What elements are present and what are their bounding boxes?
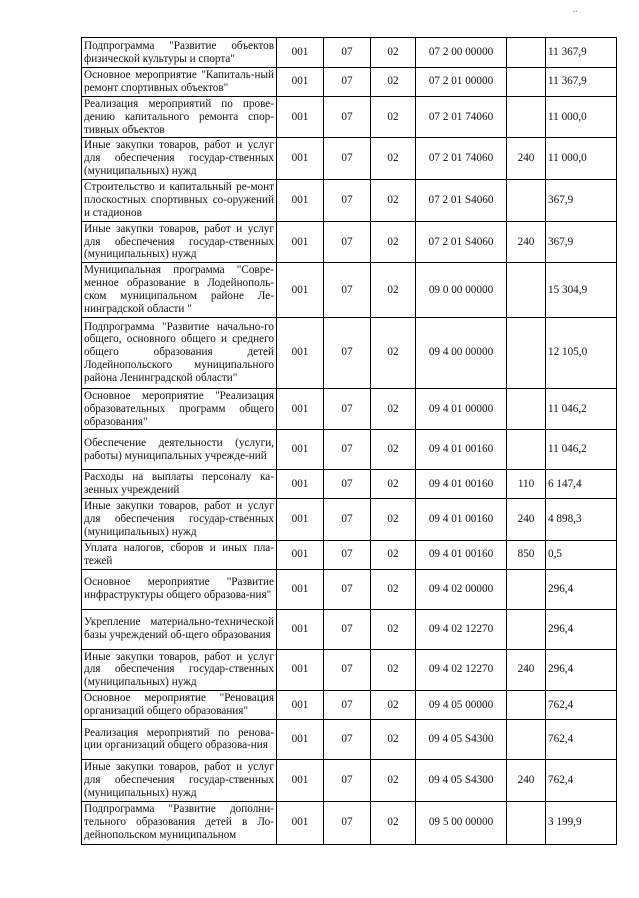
row-target-article-cell: 09 4 01 00160 (416, 430, 507, 470)
row-expense-type-cell: 110 (507, 470, 546, 499)
budget-table-body (82, 38, 617, 845)
row-subsection-cell: 02 (371, 649, 416, 691)
row-section-cell: 07 (324, 759, 371, 801)
row-name-cell: Расходы на выплаты персоналу ка-зенных учреждений (82, 470, 277, 499)
row-ved-cell: 001 (277, 138, 324, 180)
row-expense-type-cell: 240 (507, 499, 546, 541)
row-expense-type-cell (507, 317, 546, 388)
row-amount-cell: 11 367,9 (546, 68, 617, 97)
row-name-cell: Укрепление материально-технической базы учреждений об-щего образования (82, 609, 277, 649)
row-subsection-cell: 02 (371, 263, 416, 318)
row-name-cell: Строительство и капитальный ре-монт плоскостных спортивных со-оружений и стадионов (82, 180, 277, 222)
row-expense-type-cell (507, 430, 546, 470)
row-target-article-cell: 07 2 01 74060 (416, 96, 507, 138)
table-row (82, 569, 617, 609)
row-target-article-cell: 07 2 01 S4060 (416, 221, 507, 263)
table-row (82, 759, 617, 801)
row-ved-cell: 001 (277, 317, 324, 388)
table-row (82, 649, 617, 691)
row-expense-type-cell: 240 (507, 221, 546, 263)
row-amount-cell: 11 000,0 (546, 138, 617, 180)
row-target-article-cell: 09 4 01 00160 (416, 470, 507, 499)
row-section-cell: 07 (324, 569, 371, 609)
row-ved-cell: 001 (277, 540, 324, 569)
row-amount-cell: 0,5 (546, 540, 617, 569)
table-row (82, 180, 617, 222)
row-amount-cell: 11 367,9 (546, 38, 617, 68)
row-name-cell: Основное мероприятие "Капиталь-ный ремонт спортивных объектов" (82, 68, 277, 97)
row-subsection-cell: 02 (371, 180, 416, 222)
row-name-cell: Обеспечение деятельности (услуги, работы) муниципальных учрежде-ний (82, 430, 277, 470)
row-target-article-cell: 09 4 00 00000 (416, 317, 507, 388)
row-name-cell: Муниципальная программа "Совре-менное образование в Лодейнополь-ском муниципальном районе Ле-нинградской области " (82, 263, 277, 318)
table-row (82, 801, 617, 844)
row-expense-type-cell: 240 (507, 138, 546, 180)
row-name-cell: Иные закупки товаров, работ и услуг для обеспечения государ-ственных (муниципальных) нужд (82, 499, 277, 541)
row-expense-type-cell (507, 96, 546, 138)
row-section-cell: 07 (324, 430, 371, 470)
row-expense-type-cell (507, 38, 546, 68)
row-subsection-cell: 02 (371, 317, 416, 388)
row-amount-cell: 12 105,0 (546, 317, 617, 388)
row-name-cell: Подпрограмма "Развитие начально-го общего, основного общего и среднего общего образования детей Лодейнопольского муниципального района Ленинградской области" (82, 317, 277, 388)
table-row (82, 470, 617, 499)
row-amount-cell: 15 304,9 (546, 263, 617, 318)
row-ved-cell: 001 (277, 499, 324, 541)
row-amount-cell: 762,4 (546, 719, 617, 759)
row-amount-cell: 11 000,0 (546, 96, 617, 138)
row-ved-cell: 001 (277, 68, 324, 97)
row-ved-cell: 001 (277, 388, 324, 430)
row-ved-cell: 001 (277, 38, 324, 68)
table-row (82, 38, 617, 68)
row-ved-cell: 001 (277, 609, 324, 649)
row-subsection-cell: 02 (371, 719, 416, 759)
row-name-cell: Реализация мероприятий по прове-дению капитального ремонта спор-тивных объектов (82, 96, 277, 138)
row-section-cell: 07 (324, 499, 371, 541)
row-ved-cell: 001 (277, 759, 324, 801)
row-ved-cell: 001 (277, 180, 324, 222)
row-amount-cell: 296,4 (546, 609, 617, 649)
row-subsection-cell: 02 (371, 691, 416, 720)
row-expense-type-cell (507, 68, 546, 97)
row-ved-cell: 001 (277, 691, 324, 720)
row-section-cell: 07 (324, 263, 371, 318)
row-expense-type-cell (507, 180, 546, 222)
row-name-cell: Реализация мероприятий по ренова-ции организаций общего образова-ния (82, 719, 277, 759)
row-target-article-cell: 09 4 01 00160 (416, 499, 507, 541)
row-subsection-cell: 02 (371, 138, 416, 180)
row-ved-cell: 001 (277, 719, 324, 759)
row-expense-type-cell (507, 609, 546, 649)
row-ved-cell: 001 (277, 263, 324, 318)
row-subsection-cell: 02 (371, 759, 416, 801)
row-section-cell: 07 (324, 719, 371, 759)
row-subsection-cell: 02 (371, 430, 416, 470)
row-name-cell: Основное мероприятие "Развитие инфраструктуры общего образова-ния" (82, 569, 277, 609)
row-subsection-cell: 02 (371, 801, 416, 844)
row-target-article-cell: 09 4 02 12270 (416, 609, 507, 649)
row-expense-type-cell: 850 (507, 540, 546, 569)
row-amount-cell: 11 046,2 (546, 388, 617, 430)
row-target-article-cell: 09 4 01 00160 (416, 540, 507, 569)
row-target-article-cell: 09 5 00 00000 (416, 801, 507, 844)
row-subsection-cell: 02 (371, 609, 416, 649)
table-row (82, 221, 617, 263)
row-section-cell: 07 (324, 388, 371, 430)
row-subsection-cell: 02 (371, 470, 416, 499)
row-amount-cell: 367,9 (546, 180, 617, 222)
table-row (82, 138, 617, 180)
row-name-cell: Иные закупки товаров, работ и услуг для обеспечения государ-ственных (муниципальных) нужд (82, 649, 277, 691)
table-row (82, 430, 617, 470)
row-section-cell: 07 (324, 470, 371, 499)
row-section-cell: 07 (324, 801, 371, 844)
row-expense-type-cell (507, 388, 546, 430)
row-ved-cell: 001 (277, 649, 324, 691)
row-name-cell: Основное мероприятие "Реализация образовательных программ общего образования" (82, 388, 277, 430)
row-expense-type-cell (507, 569, 546, 609)
row-amount-cell: 762,4 (546, 691, 617, 720)
row-expense-type-cell (507, 801, 546, 844)
row-target-article-cell: 09 0 00 00000 (416, 263, 507, 318)
row-section-cell: 07 (324, 649, 371, 691)
row-target-article-cell: 09 4 02 00000 (416, 569, 507, 609)
row-subsection-cell: 02 (371, 68, 416, 97)
row-expense-type-cell: 240 (507, 759, 546, 801)
table-row (82, 263, 617, 318)
row-amount-cell: 3 199,9 (546, 801, 617, 844)
row-subsection-cell: 02 (371, 499, 416, 541)
row-subsection-cell: 02 (371, 221, 416, 263)
row-subsection-cell: 02 (371, 38, 416, 68)
row-section-cell: 07 (324, 68, 371, 97)
table-row (82, 68, 617, 97)
row-amount-cell: 296,4 (546, 649, 617, 691)
table-row (82, 540, 617, 569)
row-target-article-cell: 07 2 00 00000 (416, 38, 507, 68)
row-section-cell: 07 (324, 96, 371, 138)
row-section-cell: 07 (324, 180, 371, 222)
row-target-article-cell: 09 4 01 00000 (416, 388, 507, 430)
row-subsection-cell: 02 (371, 388, 416, 430)
row-subsection-cell: 02 (371, 569, 416, 609)
row-expense-type-cell (507, 263, 546, 318)
row-section-cell: 07 (324, 221, 371, 263)
row-name-cell: Основное мероприятие "Реновация организаций общего образования" (82, 691, 277, 720)
row-name-cell: Иные закупки товаров, работ и услуг для обеспечения государ-ственных (муниципальных) нужд (82, 221, 277, 263)
row-ved-cell: 001 (277, 221, 324, 263)
table-row (82, 719, 617, 759)
table-row (82, 96, 617, 138)
row-name-cell: Уплата налогов, сборов и иных пла-тежей (82, 540, 277, 569)
row-amount-cell: 762,4 (546, 759, 617, 801)
table-row (82, 609, 617, 649)
row-target-article-cell: 09 4 05 S4300 (416, 719, 507, 759)
row-section-cell: 07 (324, 691, 371, 720)
row-expense-type-cell: 240 (507, 649, 546, 691)
budget-table (81, 37, 617, 845)
row-amount-cell: 296,4 (546, 569, 617, 609)
row-section-cell: 07 (324, 609, 371, 649)
table-row (82, 388, 617, 430)
row-expense-type-cell (507, 719, 546, 759)
row-amount-cell: 4 898,3 (546, 499, 617, 541)
row-ved-cell: 001 (277, 96, 324, 138)
row-target-article-cell: 09 4 05 S4300 (416, 759, 507, 801)
row-ved-cell: 001 (277, 801, 324, 844)
row-target-article-cell: 07 2 01 74060 (416, 138, 507, 180)
row-amount-cell: 6 147,4 (546, 470, 617, 499)
row-subsection-cell: 02 (371, 96, 416, 138)
row-section-cell: 07 (324, 317, 371, 388)
row-target-article-cell: 09 4 05 00000 (416, 691, 507, 720)
row-expense-type-cell (507, 691, 546, 720)
row-name-cell: Подпрограмма "Развитие дополни-тельного образования детей в Ло-дейнопольском муниципальном (82, 801, 277, 844)
table-row (82, 317, 617, 388)
row-target-article-cell: 07 2 01 S4060 (416, 180, 507, 222)
row-amount-cell: 11 046,2 (546, 430, 617, 470)
row-target-article-cell: 07 2 01 00000 (416, 68, 507, 97)
row-section-cell: 07 (324, 540, 371, 569)
table-row (82, 499, 617, 541)
row-ved-cell: 001 (277, 470, 324, 499)
row-name-cell: Иные закупки товаров, работ и услуг для обеспечения государ-ственных (муниципальных) нужд (82, 138, 277, 180)
row-target-article-cell: 09 4 02 12270 (416, 649, 507, 691)
row-section-cell: 07 (324, 38, 371, 68)
row-subsection-cell: 02 (371, 540, 416, 569)
page-mark: .. (573, 4, 578, 14)
row-ved-cell: 001 (277, 569, 324, 609)
row-name-cell: Подпрограмма "Развитие объектов физической культуры и спорта" (82, 38, 277, 68)
row-name-cell: Иные закупки товаров, работ и услуг для обеспечения государ-ственных (муниципальных) нужд (82, 759, 277, 801)
row-section-cell: 07 (324, 138, 371, 180)
row-ved-cell: 001 (277, 430, 324, 470)
row-amount-cell: 367,9 (546, 221, 617, 263)
table-row (82, 691, 617, 720)
